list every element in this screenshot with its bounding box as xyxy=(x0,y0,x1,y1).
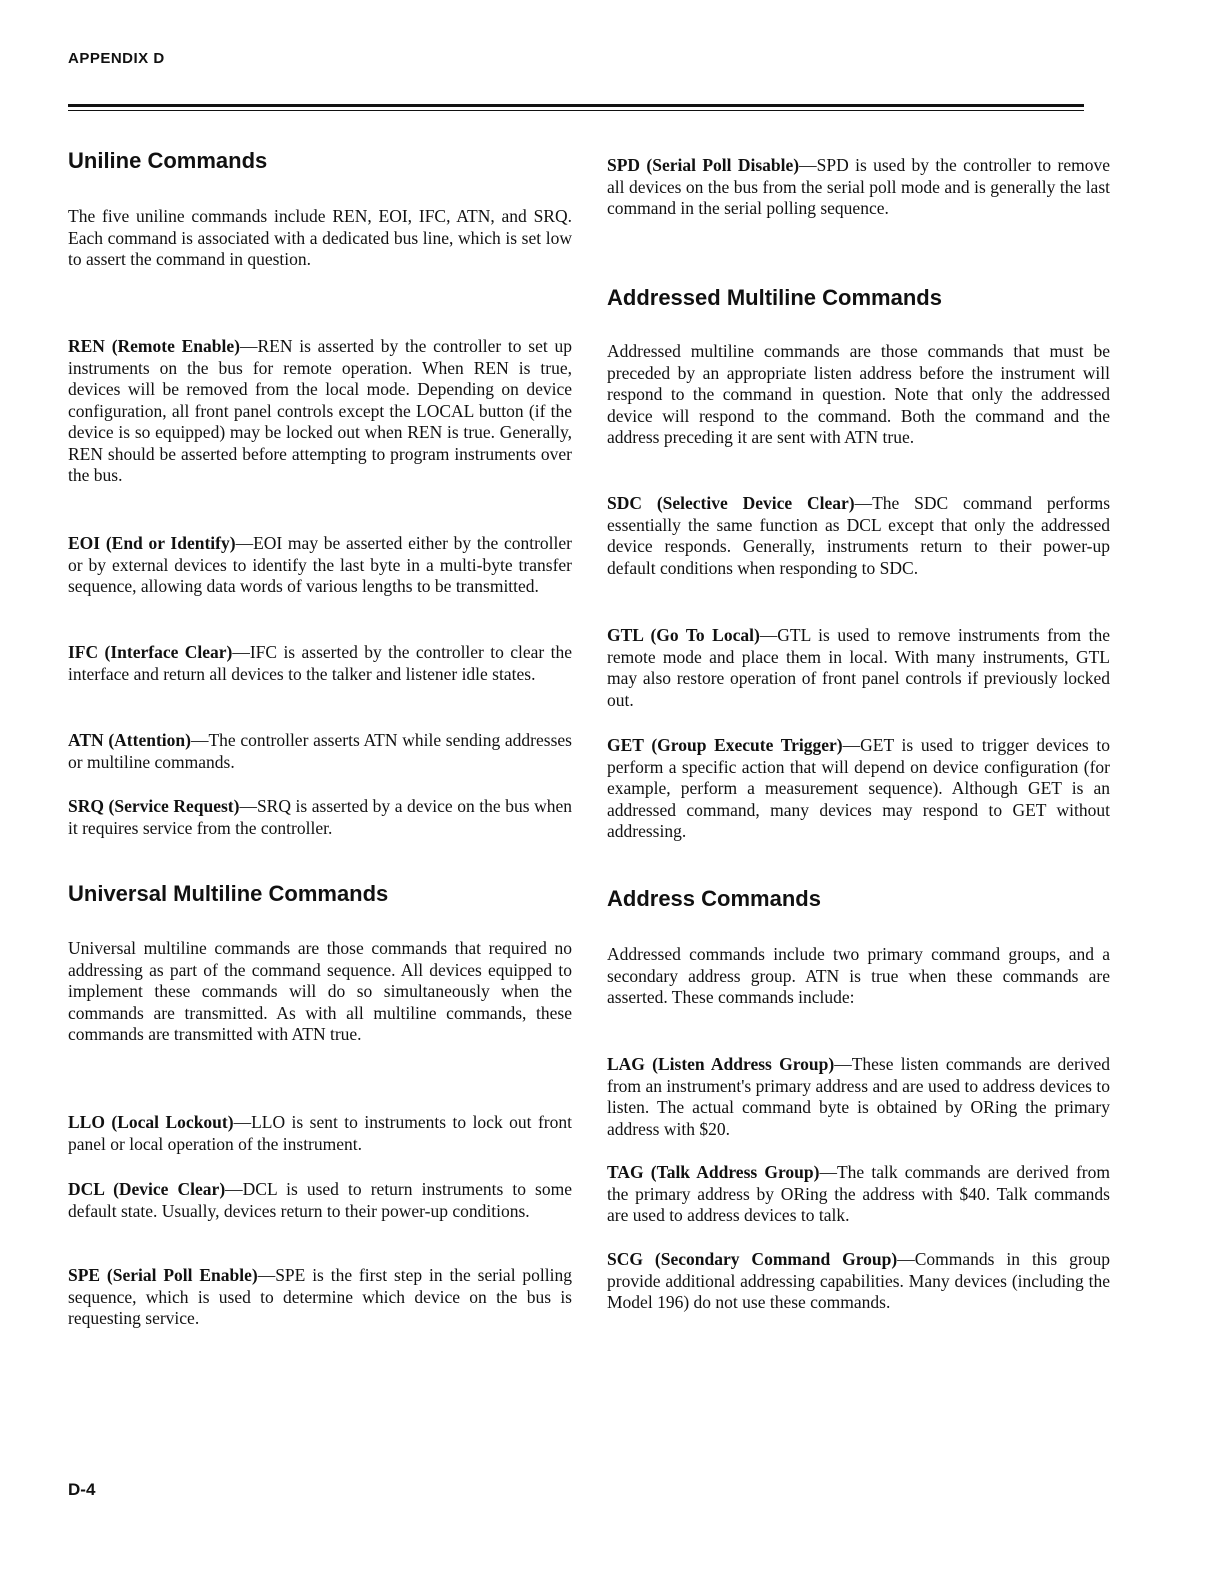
address-intro: Addressed commands include two primary command groups, and a secondary address group. ATN is true when these commands are asserted. These commands include: xyxy=(607,944,1110,1007)
sdc-term: SDC (Selective Device Clear) xyxy=(607,493,855,513)
sdc-paragraph: SDC (Selective Device Clear)—The SDC command performs essentially the same function as DCL except that only the addressed device responds. Generally, instruments return to their power-up default conditions when responding to SDC. xyxy=(607,493,1111,578)
universal-intro: Universal multiline commands are those commands that required no addressing as part of the command sequence. All devices equipped to implement these commands will do so simultaneously when the commands are transmitted. As with all multiline commands, these commands are transmitted with ATN true. xyxy=(68,938,572,1044)
tag-paragraph: TAG (Talk Address Group)—The talk commands are derived from the primary address by ORing the address with $40. Talk commands are used to address devices to talk. xyxy=(607,1162,1110,1225)
get-paragraph: GET (Group Execute Trigger)—GET is used to trigger devices to perform a specific action that will depend on device configuration (for example, perform a measurement sequence). Although GET is an addressed command, many devices may respond to GET without addressing. xyxy=(607,735,1110,841)
uniline-intro: The five uniline commands include REN, EOI, IFC, ATN, and SRQ. Each command is associated with a dedicated bus line, which is set low to assert the command in question. xyxy=(68,206,572,269)
llo-paragraph: LLO (Local Lockout)—LLO is sent to instruments to lock out front panel or local operation of the instrument. xyxy=(68,1112,572,1154)
appendix-header: APPENDIX D xyxy=(68,50,165,67)
addressed-intro: Addressed multiline commands are those commands that must be preceded by an appropriate listen address before the instrument will respond to the command in question. Note that only the addressed device will respond to the command. Both the command and the address preceding it are sent with ATN true. xyxy=(607,341,1110,447)
spd-term: SPD (Serial Poll Disable) xyxy=(607,155,800,175)
tag-term: TAG (Talk Address Group) xyxy=(607,1162,820,1182)
spd-paragraph: SPD (Serial Poll Disable)—SPD is used by the controller to remove all devices on the bus from the serial poll mode and is generally the last command in the serial polling sequence. xyxy=(607,155,1110,218)
eoi-paragraph: EOI (End or Identify)—EOI may be asserted either by the controller or by external devices to identify the last byte in a multi-byte transfer sequence, allowing data words of various lengths to be transmitted. xyxy=(68,533,572,596)
uniline-heading: Uniline Commands xyxy=(68,148,268,173)
eoi-term: EOI (End or Identify) xyxy=(68,533,236,553)
atn-term: ATN (Attention) xyxy=(68,730,191,750)
ifc-term: IFC (Interface Clear) xyxy=(68,642,233,662)
ifc-paragraph: IFC (Interface Clear)—IFC is asserted by the controller to clear the interface and return all devices to the talker and listener idle states. xyxy=(68,642,572,684)
scg-term: SCG (Secondary Command Group) xyxy=(607,1249,898,1269)
lag-paragraph: LAG (Listen Address Group)—These listen commands are derived from an instrument's primary address and are used to address devices to listen. The actual command byte is obtained by ORing the primary address with $20. xyxy=(607,1054,1110,1139)
page-number: D-4 xyxy=(68,1480,96,1499)
atn-paragraph: ATN (Attention)—The controller asserts ATN while sending addresses or multiline commands. xyxy=(68,730,572,772)
ren-paragraph: REN (Remote Enable)—REN is asserted by the controller to set up instruments on the bus for remote operation. When REN is true, devices will be removed from the local mode. Depending on device configuration, all front panel controls except the LOCAL button (if the device is so equipped) may be locked out when REN is true. Generally, REN should be asserted before attempting to program instruments over the bus. xyxy=(68,336,572,485)
lag-term: LAG (Listen Address Group) xyxy=(607,1054,835,1074)
gtl-term: GTL (Go To Local) xyxy=(607,625,760,645)
get-term: GET (Group Execute Trigger) xyxy=(607,735,843,755)
universal-heading: Universal Multiline Commands xyxy=(68,881,389,906)
llo-term: LLO (Local Lockout) xyxy=(68,1112,234,1132)
spe-term: SPE (Serial Poll Enable) xyxy=(68,1265,258,1285)
spe-paragraph: SPE (Serial Poll Enable)—SPE is the first step in the serial polling sequence, which is used to determine which device on the bus is requesting service. xyxy=(68,1265,572,1328)
header-rule-thin xyxy=(68,110,1084,111)
ren-term: REN (Remote Enable) xyxy=(68,336,240,356)
address-heading: Address Commands xyxy=(607,886,821,911)
dcl-paragraph: DCL (Device Clear)—DCL is used to return instruments to some default state. Usually, devices return to their power-up conditions. xyxy=(68,1179,572,1221)
addressed-heading: Addressed Multiline Commands xyxy=(607,285,942,310)
gtl-paragraph: GTL (Go To Local)—GTL is used to remove instruments from the remote mode and place them in local. With many instruments, GTL may also restore operation of front panel controls if previously locked out. xyxy=(607,625,1111,710)
scg-paragraph: SCG (Secondary Command Group)—Commands in this group provide additional addressing capabilities. Many devices (including the Model 196) do not use these commands. xyxy=(607,1249,1110,1312)
srq-paragraph: SRQ (Service Request)—SRQ is asserted by a device on the bus when it requires service from the controller. xyxy=(68,796,573,838)
srq-term: SRQ (Service Request) xyxy=(68,796,240,816)
dcl-term: DCL (Device Clear) xyxy=(68,1179,226,1199)
header-rule-thick xyxy=(68,104,1084,107)
